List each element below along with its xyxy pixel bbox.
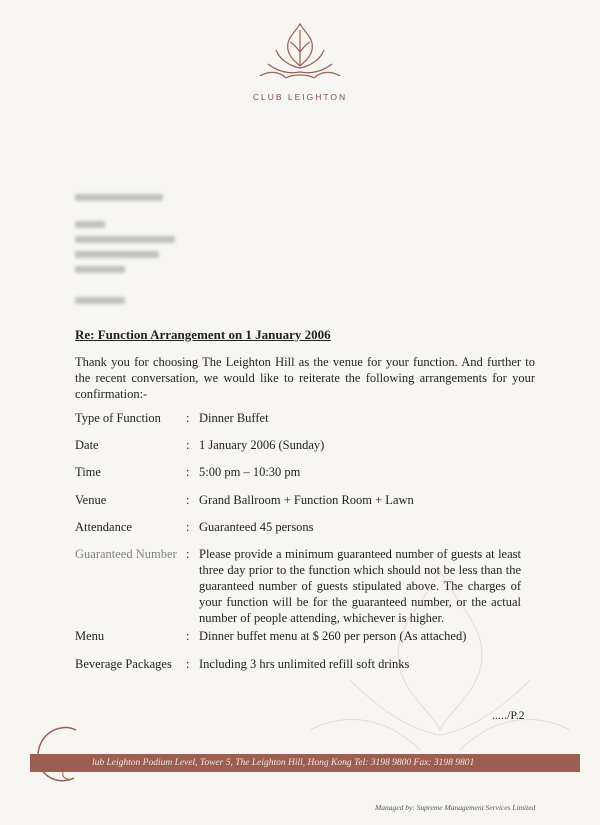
letter-subject: Re: Function Arrangement on 1 January 2006	[75, 327, 331, 342]
club-leighton-logo	[240, 20, 360, 110]
detail-label: Venue	[75, 493, 107, 507]
detail-value: Grand Ballroom + Function Room + Lawn	[199, 493, 414, 507]
detail-label: Guaranteed Number	[75, 547, 177, 561]
detail-value: 1 January 2006 (Sunday)	[199, 438, 325, 452]
lotus-watermark-icon	[290, 560, 590, 760]
detail-label: Date	[75, 438, 99, 452]
lotus-leaf-logo-icon	[250, 20, 350, 90]
detail-label: Time	[75, 465, 101, 479]
managed-by-note: Managed by: Supreme Management Services Limited	[375, 803, 536, 812]
detail-label: Menu	[75, 629, 105, 643]
detail-value: Guaranteed 45 persons	[199, 520, 314, 534]
footer-address-band	[30, 754, 580, 772]
detail-value: Including 3 hrs unlimited refill soft drinks	[199, 657, 410, 671]
detail-label: Beverage Packages	[75, 657, 172, 671]
brand-name: CLUB LEIGHTON	[252, 92, 348, 102]
detail-value: Please provide a minimum guaranteed number of guests at least three day prior to the function which should not be less than the guaranteed number of guests stipulated above. The charges of your function will be for the guaranteed number, or the actual number of people attending, whichever is higher.	[199, 547, 521, 625]
page-continuation: ...../P.2	[492, 708, 525, 722]
detail-label: Attendance	[75, 520, 132, 534]
footer-address: lub Leighton Podium Level, Tower 5, The Leighton Hill, Hong Kong Tel: 3198 9800 Fax: 3198 9801	[92, 758, 475, 768]
detail-label: Type of Function	[75, 411, 161, 425]
detail-value: Dinner Buffet	[199, 411, 269, 425]
detail-value: Dinner buffet menu at $ 260 per person (As attached)	[199, 629, 467, 643]
intro-paragraph: Thank you for choosing The Leighton Hill as the venue for your function. And further to the recent conversation, we would like to reiterate the following arrangements for your confirmation:-	[75, 355, 535, 401]
detail-value: 5:00 pm – 10:30 pm	[199, 465, 301, 479]
